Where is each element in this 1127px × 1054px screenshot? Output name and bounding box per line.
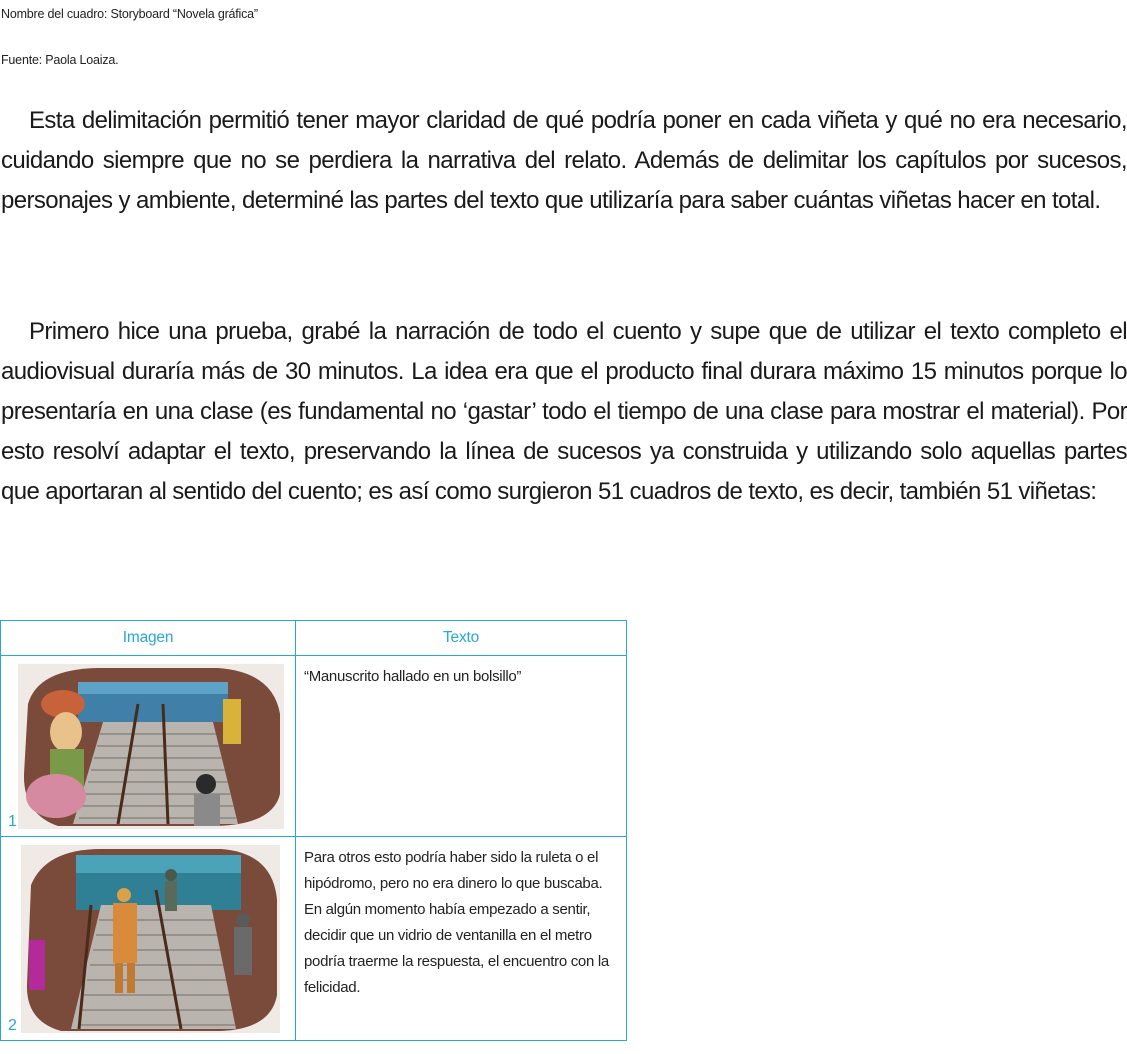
storyboard-table xyxy=(0,620,627,1041)
vineta-text-1: “Manuscrito hallado en un bolsillo” xyxy=(304,668,522,685)
figure-caption-source: Fuente: Paola Loaiza. xyxy=(1,53,119,67)
storyboard-text-cell-1 xyxy=(296,656,627,837)
header-imagen: Imagen xyxy=(1,621,296,656)
storyboard-text-cell-2 xyxy=(296,837,627,1041)
table-row xyxy=(1,656,627,837)
figure-caption-name: Nombre del cuadro: Storyboard “Novela gráfica” xyxy=(1,7,258,21)
vineta-number-1: 1 xyxy=(8,813,17,830)
header-texto: Texto xyxy=(296,621,627,656)
body-paragraph-2: Primero hice una prueba, grabé la narración de todo el cuento y supe que de utilizar el texto completo el audiovisual duraría más de 30 minutos. La idea era que el producto final durara máximo 15 minutos porque lo presentaría en una clase (es fundamental no ‘gastar’ todo el tiempo de una clase para mostrar el material). Por esto resolví adaptar el texto, preservando la línea de sucesos ya construida y utilizando solo aquellas partes que aportaran al sentido del cuento; es así como surgieron 51 cuadros de texto, es decir, también 51 viñetas: xyxy=(1,318,1127,505)
vineta-number-2: 2 xyxy=(8,1017,17,1034)
table-header-row xyxy=(1,621,627,656)
body-paragraph-1: Esta delimitación permitió tener mayor claridad de qué podría poner en cada viñeta y qué no era necesario, cuidando siempre que no se perdiera la narrativa del relato. Además de delimitar los capítulos por sucesos, personajes y ambiente, determiné las partes del texto que utilizaría para saber cuántas viñetas hacer en total. xyxy=(1,107,1127,214)
storyboard-drawing-2 xyxy=(21,845,280,1033)
storyboard-image-cell-2 xyxy=(1,837,296,1041)
vineta-text-2: Para otros esto podría haber sido la ruleta o el hipódromo, pero no era dinero lo que buscaba. En algún momento había empezado a sentir, decidir que un vidrio de ventanilla en el metro podría traerme la respuesta, el encuentro con la felicidad. xyxy=(304,849,609,996)
storyboard-drawing-1 xyxy=(18,664,284,829)
storyboard-image-cell-1 xyxy=(1,656,296,837)
table-row xyxy=(1,837,627,1041)
